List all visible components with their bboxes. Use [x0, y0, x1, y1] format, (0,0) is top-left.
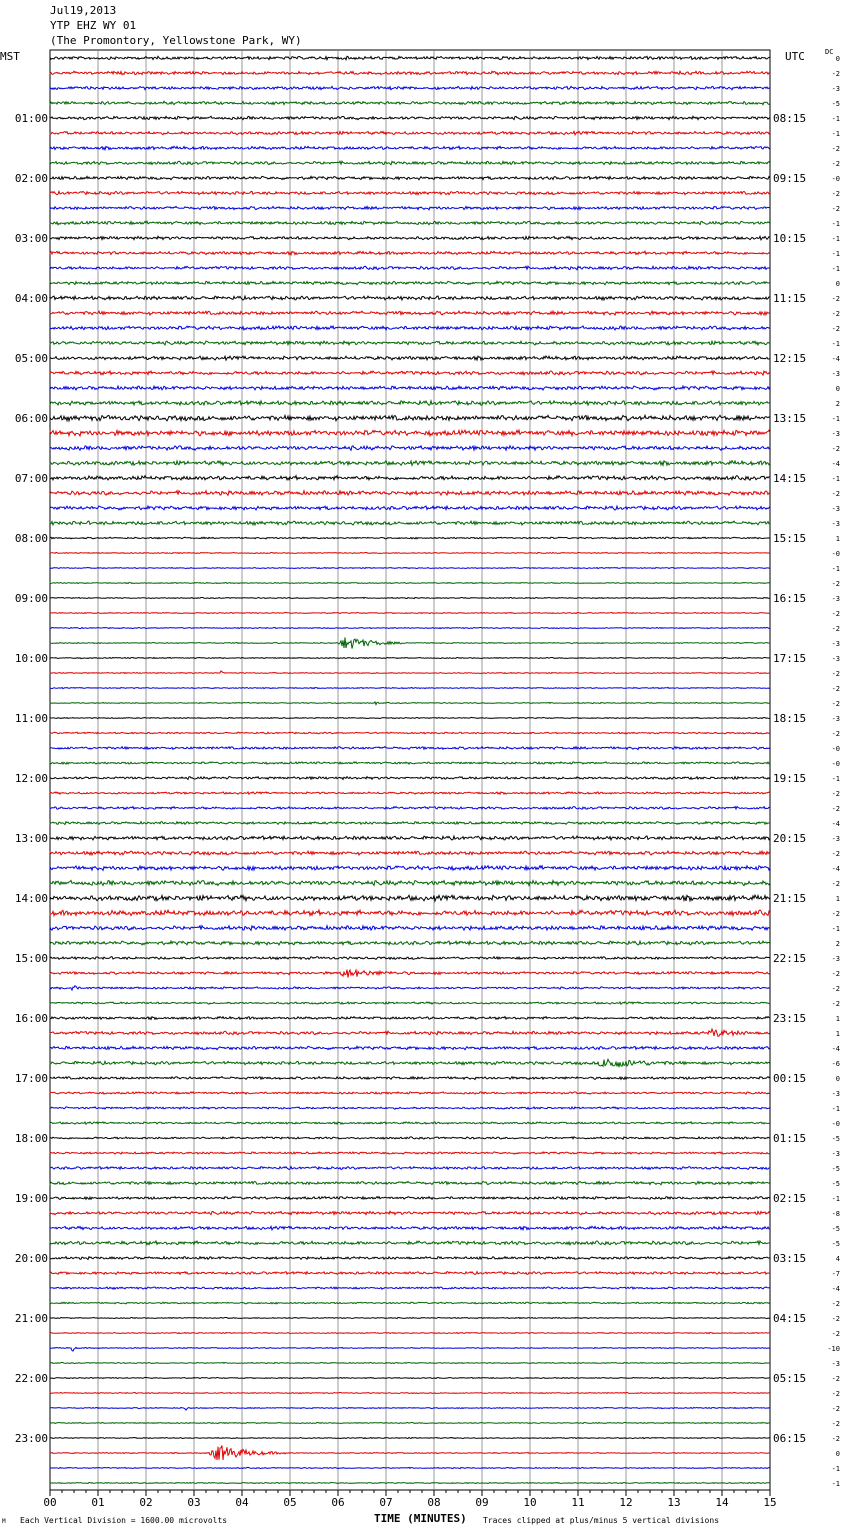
seismic-trace [50, 747, 770, 750]
right-hour-label: 20:15 [773, 832, 807, 845]
right-hour-label: 17:15 [773, 652, 807, 665]
seismic-trace [50, 311, 770, 315]
dc-offset-label: -2 [831, 1315, 840, 1323]
dc-offset-label: 0 [835, 280, 840, 288]
scale-note: Each Vertical Division = 1600.00 microvolts [20, 1516, 228, 1525]
seismic-trace [50, 101, 770, 104]
x-axis-title: TIME (MINUTES) [374, 1512, 467, 1525]
seismic-trace [50, 1092, 770, 1094]
dc-offset-label: -1 [831, 415, 840, 423]
seismic-trace [50, 206, 770, 209]
x-tick-label: 08 [427, 1496, 441, 1509]
right-hour-label: 21:15 [773, 892, 807, 905]
seismic-trace [50, 1167, 770, 1170]
left-hour-label: 10:00 [14, 652, 48, 665]
dc-offset-label: -4 [831, 1285, 840, 1293]
seismic-trace [50, 1333, 770, 1334]
left-hour-label: 15:00 [14, 952, 48, 965]
right-hour-label: 12:15 [773, 352, 807, 365]
seismic-trace [50, 597, 770, 598]
right-timezone-label: UTC [785, 50, 805, 63]
dc-offset-label: -6 [831, 1060, 840, 1068]
x-tick-label: 11 [571, 1496, 585, 1509]
seismic-trace [50, 657, 770, 658]
seismic-trace [50, 1002, 770, 1004]
dc-offset-label: -1 [831, 475, 840, 483]
dc-offset-label: -1 [831, 1465, 840, 1473]
dc-offset-label: -3 [831, 835, 840, 843]
dc-offset-label: -5 [831, 1225, 840, 1233]
trace-layer [50, 56, 770, 1483]
dc-offset-label: -2 [831, 880, 840, 888]
right-hour-label: 14:15 [773, 472, 807, 485]
seismic-trace [50, 521, 770, 525]
seismic-trace [50, 191, 770, 194]
seismic-trace [50, 1393, 770, 1394]
seismic-trace [50, 296, 770, 300]
dc-offset-label: -2 [831, 970, 840, 978]
x-tick-label: 09 [475, 1496, 489, 1509]
right-hour-label: 03:15 [773, 1252, 807, 1265]
left-hour-label: 08:00 [14, 532, 48, 545]
dc-offset-label: -3 [831, 715, 840, 723]
seismic-trace [50, 687, 770, 688]
seismic-trace [50, 1362, 770, 1363]
dc-offset-label: -1 [831, 220, 840, 228]
seismic-trace [50, 1438, 770, 1439]
seismic-trace [50, 176, 770, 179]
right-hour-label: 11:15 [773, 292, 807, 305]
seismic-trace [50, 1137, 770, 1139]
right-hour-label: 15:15 [773, 532, 807, 545]
right-hour-label: 23:15 [773, 1012, 807, 1025]
dc-offset-label: 0 [835, 385, 840, 393]
dc-offset-label: -0 [831, 760, 840, 768]
seismic-trace [50, 281, 770, 284]
seismic-trace [50, 1272, 770, 1275]
left-hour-label: 07:00 [14, 472, 48, 485]
dc-offset-label: -3 [831, 505, 840, 513]
seismic-trace [50, 851, 770, 855]
dc-offset-label: -2 [831, 610, 840, 618]
dc-offset-label: -4 [831, 460, 840, 468]
dc-offset-label: -2 [831, 850, 840, 858]
seismic-trace [50, 1197, 770, 1200]
dc-offset-label: -3 [831, 955, 840, 963]
dc-offset-label: -2 [831, 490, 840, 498]
dc-offset-label: -1 [831, 1195, 840, 1203]
dc-offset-label: -1 [831, 265, 840, 273]
seismic-trace [50, 702, 770, 705]
right-hour-label: 09:15 [773, 172, 807, 185]
seismic-trace [50, 1407, 770, 1410]
dc-offset-label: -4 [831, 1045, 840, 1053]
dc-offset-label: -2 [831, 790, 840, 798]
left-hour-label: 21:00 [14, 1312, 48, 1325]
dc-offset-label: 1 [835, 1030, 840, 1038]
seismic-trace [50, 970, 770, 978]
left-hour-label: 02:00 [14, 172, 48, 185]
dc-offset-label: -1 [831, 1105, 840, 1113]
left-hour-label: 23:00 [14, 1432, 48, 1445]
seismic-trace [50, 1482, 770, 1483]
dc-offset-label: -3 [831, 85, 840, 93]
seismic-trace [50, 1241, 770, 1245]
seismic-trace [50, 986, 770, 990]
dc-offset-label: -3 [831, 655, 840, 663]
label-layer [15, 55, 840, 1509]
dc-offset-label: -2 [831, 730, 840, 738]
seismic-trace [50, 356, 770, 360]
seismic-trace [50, 1122, 770, 1124]
dc-offset-label: -1 [831, 775, 840, 783]
dc-offset-label: -2 [831, 1390, 840, 1398]
seismic-trace [50, 415, 770, 421]
dc-offset-label: -2 [831, 700, 840, 708]
dc-offset-label: -1 [831, 130, 840, 138]
seismic-trace [50, 957, 770, 960]
right-hour-label: 08:15 [773, 112, 807, 125]
left-hour-label: 14:00 [14, 892, 48, 905]
seismic-trace [50, 446, 770, 451]
seismic-trace [50, 56, 770, 59]
left-hour-label: 20:00 [14, 1252, 48, 1265]
seismic-trace [50, 1347, 770, 1351]
dc-offset-label: -0 [831, 550, 840, 558]
seismic-trace [50, 807, 770, 810]
dc-offset-label: -2 [831, 295, 840, 303]
seismic-trace [50, 476, 770, 481]
left-hour-label: 03:00 [14, 232, 48, 245]
dc-offset-label: -3 [831, 1360, 840, 1368]
left-hour-label: 18:00 [14, 1132, 48, 1145]
seismic-trace [50, 1467, 770, 1468]
dc-offset-header: DC [825, 48, 834, 56]
seismic-trace [50, 1422, 770, 1423]
x-tick-label: 03 [187, 1496, 201, 1509]
dc-offset-label: 4 [835, 1255, 840, 1263]
seismic-trace [50, 1287, 770, 1289]
seismic-trace [50, 430, 770, 436]
dc-offset-label: -2 [831, 805, 840, 813]
x-tick-label: 00 [43, 1496, 57, 1509]
seismic-trace [50, 671, 770, 674]
seismic-trace [50, 116, 770, 119]
dc-offset-label: -1 [831, 1480, 840, 1488]
dc-offset-label: -2 [831, 1300, 840, 1308]
seismic-trace [50, 881, 770, 886]
x-tick-label: 04 [235, 1496, 249, 1509]
seismic-trace [50, 401, 770, 406]
dc-offset-label: 2 [835, 400, 840, 408]
dc-offset-label: -2 [831, 1405, 840, 1413]
right-hour-label: 10:15 [773, 232, 807, 245]
left-hour-label: 16:00 [14, 1012, 48, 1025]
seismic-trace [50, 491, 770, 496]
seismic-trace [50, 251, 770, 254]
left-hour-label: 11:00 [14, 712, 48, 725]
seismic-trace [50, 506, 770, 510]
x-tick-label: 07 [379, 1496, 393, 1509]
dc-offset-label: -2 [831, 1330, 840, 1338]
dc-offset-label: -4 [831, 820, 840, 828]
dc-offset-label: -4 [831, 355, 840, 363]
dc-offset-label: -2 [831, 1000, 840, 1008]
right-hour-label: 05:15 [773, 1372, 807, 1385]
seismic-trace [50, 762, 770, 764]
dc-offset-label: -3 [831, 1150, 840, 1158]
dc-offset-label: -3 [831, 1090, 840, 1098]
station-code: YTP EHZ WY 01 [50, 19, 137, 32]
dc-offset-label: -1 [831, 565, 840, 573]
dc-offset-label: -2 [831, 670, 840, 678]
seismic-trace [50, 822, 770, 825]
seismic-trace [50, 1046, 770, 1049]
dc-offset-label: 0 [835, 1450, 840, 1458]
dc-offset-label: -3 [831, 520, 840, 528]
dc-offset-label: 2 [835, 940, 840, 948]
seismic-trace [50, 1257, 770, 1260]
seismic-trace [50, 236, 770, 240]
seismic-trace [50, 836, 770, 840]
right-hour-label: 04:15 [773, 1312, 807, 1325]
left-hour-label: 22:00 [14, 1372, 48, 1385]
seismic-trace [50, 777, 770, 780]
dc-offset-label: -4 [831, 865, 840, 873]
dc-offset-label: -8 [831, 1210, 840, 1218]
dc-offset-label: -2 [831, 310, 840, 318]
seismic-trace [50, 1107, 770, 1109]
dc-offset-label: -2 [831, 205, 840, 213]
seismic-trace [50, 71, 770, 75]
right-hour-label: 01:15 [773, 1132, 807, 1145]
corner-mark: M [2, 1518, 6, 1525]
seismic-trace [50, 1377, 770, 1378]
seismic-trace [50, 131, 770, 134]
dc-offset-label: 0 [835, 1075, 840, 1083]
seismic-trace [50, 1029, 770, 1036]
right-hour-label: 16:15 [773, 592, 807, 605]
seismic-trace [50, 1302, 770, 1304]
station-location: (The Promontory, Yellowstone Park, WY) [50, 34, 302, 47]
seismic-trace [50, 627, 770, 628]
dc-offset-label: -1 [831, 340, 840, 348]
x-tick-label: 06 [331, 1496, 345, 1509]
seismic-trace [50, 221, 770, 224]
clip-note: Traces clipped at plus/minus 5 vertical divisions [483, 1516, 720, 1525]
dc-offset-label: -5 [831, 1165, 840, 1173]
seismic-trace [50, 866, 770, 871]
seismic-trace [50, 341, 770, 345]
dc-offset-label: -3 [831, 430, 840, 438]
seismic-trace [50, 1059, 770, 1067]
left-hour-label: 17:00 [14, 1072, 48, 1085]
dc-offset-label: -2 [831, 985, 840, 993]
dc-offset-label: -0 [831, 1120, 840, 1128]
seismic-trace [50, 552, 770, 553]
dc-offset-label: -2 [831, 1435, 840, 1443]
dc-offset-label: -5 [831, 1180, 840, 1188]
dc-offset-label: -7 [831, 1270, 840, 1278]
dc-offset-label: -2 [831, 1375, 840, 1383]
dc-offset-label: -3 [831, 640, 840, 648]
seismic-trace [50, 895, 770, 901]
seismic-trace [50, 537, 770, 539]
dc-offset-label: 1 [835, 895, 840, 903]
seismic-trace [50, 1181, 770, 1184]
right-hour-label: 00:15 [773, 1072, 807, 1085]
left-timezone-label: MST [0, 50, 20, 63]
seismic-trace [50, 1077, 770, 1080]
dc-offset-label: -1 [831, 235, 840, 243]
right-hour-label: 02:15 [773, 1192, 807, 1205]
dc-offset-label: -5 [831, 1240, 840, 1248]
right-hour-label: 13:15 [773, 412, 807, 425]
seismic-trace [50, 326, 770, 330]
seismic-trace [50, 371, 770, 375]
dc-offset-label: -3 [831, 370, 840, 378]
dc-offset-label: -2 [831, 1420, 840, 1428]
seismic-trace [50, 910, 770, 916]
seismic-trace [50, 1317, 770, 1318]
x-tick-label: 01 [91, 1496, 105, 1509]
dc-offset-label: -2 [831, 910, 840, 918]
seismic-trace [50, 1226, 770, 1230]
left-hour-label: 13:00 [14, 832, 48, 845]
right-hour-label: 22:15 [773, 952, 807, 965]
x-tick-label: 15 [763, 1496, 777, 1509]
left-hour-label: 09:00 [14, 592, 48, 605]
x-tick-label: 12 [619, 1496, 633, 1509]
seismic-trace [50, 568, 770, 569]
seismic-trace [50, 266, 770, 270]
seismic-trace [50, 637, 770, 648]
left-hour-label: 05:00 [14, 352, 48, 365]
x-tick-label: 05 [283, 1496, 297, 1509]
dc-offset-label: -2 [831, 160, 840, 168]
left-hour-label: 12:00 [14, 772, 48, 785]
seismic-trace [50, 86, 770, 89]
left-hour-label: 06:00 [14, 412, 48, 425]
left-hour-label: 04:00 [14, 292, 48, 305]
left-hour-label: 01:00 [14, 112, 48, 125]
right-hour-label: 19:15 [773, 772, 807, 785]
dc-offset-label: -3 [831, 595, 840, 603]
dc-offset-label: -0 [831, 175, 840, 183]
left-hour-label: 19:00 [14, 1192, 48, 1205]
x-tick-label: 13 [667, 1496, 681, 1509]
dc-offset-label: -10 [827, 1345, 840, 1353]
dc-offset-label: -1 [831, 115, 840, 123]
right-hour-label: 06:15 [773, 1432, 807, 1445]
plot-frame [50, 50, 770, 1490]
seismic-trace [50, 146, 770, 149]
dc-offset-label: -0 [831, 745, 840, 753]
dc-offset-label: -2 [831, 145, 840, 153]
x-tick-label: 14 [715, 1496, 729, 1509]
dc-offset-label: -2 [831, 325, 840, 333]
seismic-trace [50, 1152, 770, 1154]
dc-offset-label: -5 [831, 100, 840, 108]
right-hour-label: 18:15 [773, 712, 807, 725]
seismic-trace [50, 612, 770, 613]
seismic-trace [50, 386, 770, 390]
dc-offset-label: 0 [835, 55, 840, 63]
dc-offset-label: -1 [831, 250, 840, 258]
seismic-trace [50, 792, 770, 794]
seismic-trace [50, 732, 770, 734]
plot-date: Jul19,2013 [50, 4, 117, 17]
dc-offset-label: 1 [835, 1015, 840, 1023]
dc-offset-label: -2 [831, 445, 840, 453]
dc-offset-label: -5 [831, 1135, 840, 1143]
dc-offset-label: -2 [831, 580, 840, 588]
dc-offset-label: -1 [831, 925, 840, 933]
seismic-trace [50, 926, 770, 931]
seismic-trace [50, 582, 770, 583]
dc-offset-label: -2 [831, 70, 840, 78]
dc-offset-label: -2 [831, 190, 840, 198]
seismic-trace [50, 1211, 770, 1214]
dc-offset-label: 1 [835, 535, 840, 543]
seismic-trace [50, 461, 770, 466]
seismic-trace [50, 941, 770, 945]
dc-offset-label: -2 [831, 685, 840, 693]
seismic-trace [50, 161, 770, 165]
seismic-trace [50, 1017, 770, 1020]
x-tick-label: 10 [523, 1496, 537, 1509]
seismic-trace [50, 717, 770, 718]
seismic-trace [50, 1446, 770, 1461]
dc-offset-label: -2 [831, 625, 840, 633]
x-tick-label: 02 [139, 1496, 153, 1509]
